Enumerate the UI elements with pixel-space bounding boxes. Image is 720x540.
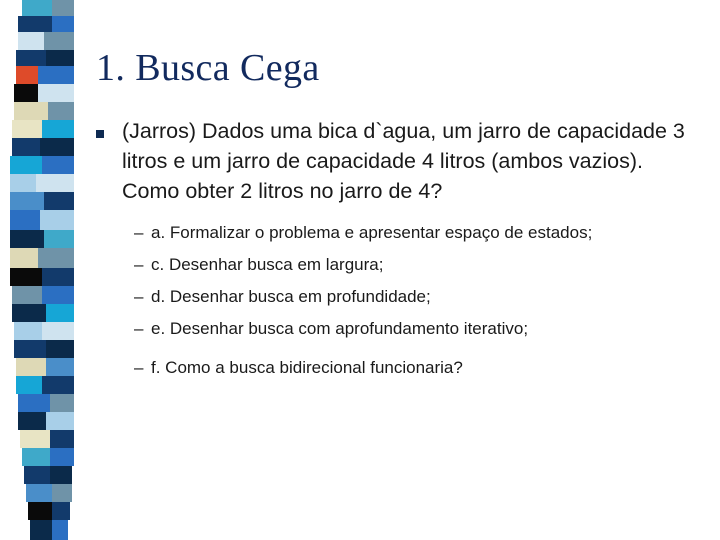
dash-bullet-icon: – (134, 319, 144, 338)
mosaic-tile (46, 50, 74, 66)
dash-bullet-icon: – (134, 287, 144, 306)
mosaic-tile (42, 268, 74, 286)
mosaic-tile (52, 484, 72, 502)
mosaic-tile (22, 448, 50, 466)
mosaic-tile (52, 502, 70, 520)
mosaic-tile (38, 84, 74, 102)
mosaic-tile (46, 304, 74, 322)
mosaic-tile (28, 502, 52, 520)
sub-bullet-text: f. Como a busca bidirecional funcionaria? (151, 358, 463, 377)
mosaic-tile (10, 230, 44, 248)
mosaic-tile (10, 156, 42, 174)
mosaic-tile (52, 16, 74, 32)
mosaic-tile (12, 286, 42, 304)
mosaic-tile (46, 358, 74, 376)
mosaic-tile (24, 466, 50, 484)
mosaic-tile (10, 192, 44, 210)
mosaic-tile (50, 394, 74, 412)
mosaic-tile (14, 322, 42, 340)
mosaic-tile (16, 358, 46, 376)
mosaic-tile (38, 248, 74, 268)
mosaic-tile (12, 304, 46, 322)
mosaic-tile (10, 174, 36, 192)
mosaic-tile (50, 466, 72, 484)
sub-bullet-text: d. Desenhar busca em profundidade; (151, 287, 431, 306)
mosaic-tile (38, 66, 74, 84)
mosaic-tile (16, 66, 38, 84)
mosaic-tile (20, 430, 50, 448)
mosaic-tile (52, 520, 68, 540)
square-bullet-icon (96, 116, 122, 143)
mosaic-tile (10, 210, 40, 230)
list-item (134, 284, 704, 309)
mosaic-tile (42, 322, 74, 340)
mosaic-tile (12, 138, 40, 156)
mosaic-tile (44, 32, 74, 50)
slide-body (96, 116, 704, 387)
mosaic-tile (40, 138, 74, 156)
mosaic-tile (42, 120, 74, 138)
dash-bullet-icon: – (134, 255, 144, 274)
mosaic-tile (44, 192, 74, 210)
sub-bullet-text: a. Formalizar o problema e apresentar espaço de estados; (151, 223, 593, 242)
mosaic-tile (22, 0, 52, 16)
bullet-text: (Jarros) Dados uma bica d`agua, um jarro de capacidade 3 litros e um jarro de capacidade 4 litros (ambos vazios). Como obter 2 litros no jarro de 4? (122, 119, 685, 203)
mosaic-tile (16, 50, 46, 66)
mosaic-tile (10, 268, 42, 286)
mosaic-tile (10, 248, 38, 268)
list-item (134, 316, 704, 341)
mosaic-tile (14, 84, 38, 102)
mosaic-tile (52, 0, 74, 16)
mosaic-tile (18, 32, 44, 50)
mosaic-tile (42, 376, 74, 394)
dash-bullet-icon: – (134, 358, 144, 377)
mosaic-tile (42, 286, 74, 304)
sub-bullet-text: e. Desenhar busca com aprofundamento iterativo; (151, 319, 529, 338)
list-item (134, 252, 704, 277)
sub-bullet-list (134, 220, 704, 380)
mosaic-tile (14, 340, 46, 358)
sub-bullet-text: c. Desenhar busca em largura; (151, 255, 384, 274)
mosaic-tile (44, 230, 74, 248)
mosaic-tile (36, 174, 74, 192)
mosaic-tile (46, 412, 74, 430)
mosaic-tile (46, 340, 74, 358)
list-item (134, 355, 704, 380)
mosaic-tile (12, 120, 42, 138)
mosaic-strip-decoration (0, 0, 92, 540)
mosaic-tile (42, 156, 74, 174)
mosaic-tile (18, 412, 46, 430)
mosaic-tile (50, 430, 74, 448)
dash-bullet-icon: – (134, 223, 144, 242)
mosaic-tile (16, 376, 42, 394)
page-title: 1. Busca Cega (96, 47, 320, 89)
mosaic-tile (50, 448, 74, 466)
list-item (134, 220, 704, 245)
mosaic-tile (14, 102, 48, 120)
mosaic-tile (48, 102, 74, 120)
mosaic-tile (40, 210, 74, 230)
mosaic-tile (18, 16, 52, 32)
mosaic-tile (18, 394, 50, 412)
mosaic-tile (30, 520, 52, 540)
list-item (96, 116, 704, 206)
mosaic-tile (26, 484, 52, 502)
